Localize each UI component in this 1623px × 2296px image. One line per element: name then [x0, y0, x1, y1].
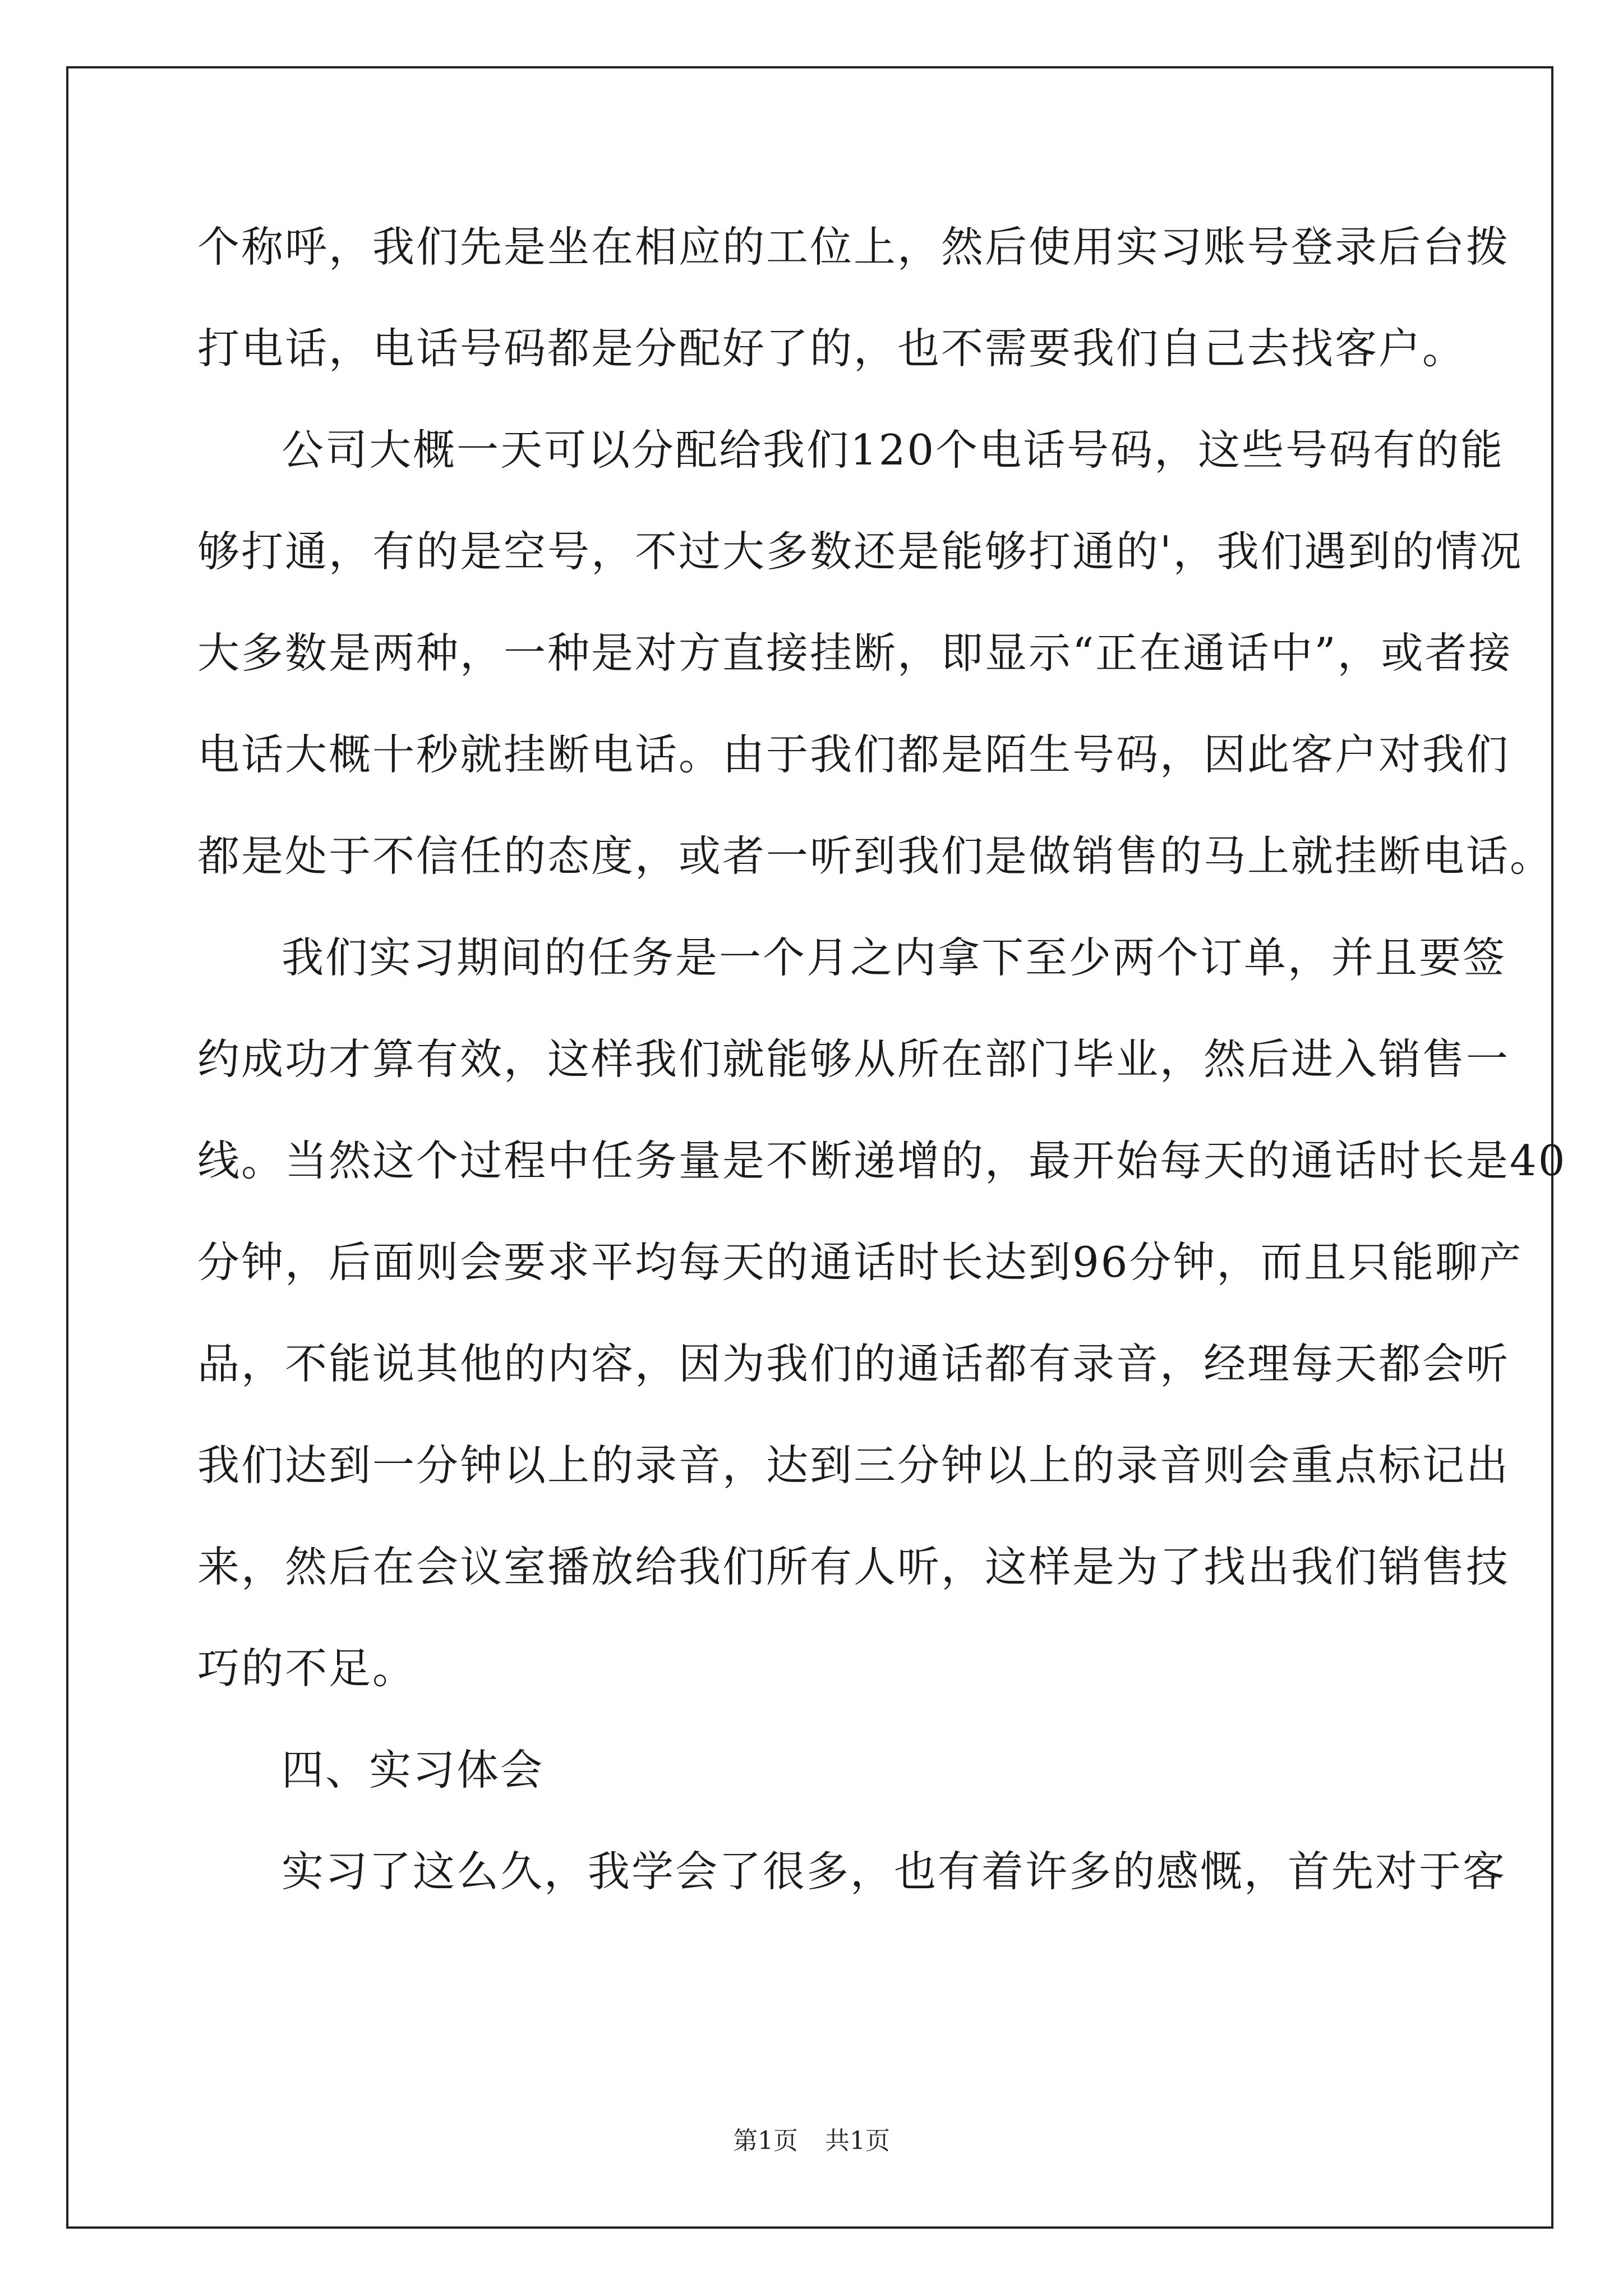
text-line: 打电话，电话号码都是分配好了的，也不需要我们自己去找客户。 — [197, 324, 1467, 373]
text-line: 我们实习期间的任务是一个月之内拿下至少两个订单，并且要签 — [282, 933, 1507, 982]
page-total: 共1页 — [825, 2127, 890, 2155]
text-line: 公司大概一天可以分配给我们120个电话号码，这些号码有的能 — [282, 425, 1505, 475]
text-line: 分钟，后面则会要求平均每天的通话时长达到96分钟，而且只能聊产 — [197, 1237, 1523, 1287]
page-footer — [0, 2120, 1623, 2156]
text-line: 品，不能说其他的内容，因为我们的通话都有录音，经理每天都会听 — [197, 1339, 1510, 1388]
text-line: 实习了这么久，我学会了很多，也有着许多的感慨，首先对于客 — [282, 1847, 1507, 1896]
section-heading: 四、实习体会 — [282, 1745, 545, 1795]
text-line: 线。当然这个过程中任务量是不断递增的，最开始每天的通话时长是40 — [197, 1136, 1567, 1185]
text-line: 电话大概十秒就挂断电话。由于我们都是陌生号码，因此客户对我们 — [197, 730, 1510, 779]
text-line: 够打通，有的是空号，不过大多数还是能够打通的'，我们遇到的情况 — [197, 527, 1523, 576]
page-number: 第1页 — [733, 2127, 798, 2155]
text-line: 我们达到一分钟以上的录音，达到三分钟以上的录音则会重点标记出 — [197, 1441, 1510, 1490]
text-line: 都是处于不信任的态度，或者一听到我们是做销售的马上就挂断电话。 — [197, 831, 1554, 881]
text-line: 约成功才算有效，这样我们就能够从所在部门毕业，然后进入销售一 — [197, 1034, 1510, 1084]
document-text — [197, 196, 1567, 1922]
text-line: 个称呼，我们先是坐在相应的工位上，然后使用实习账号登录后台拨 — [197, 222, 1510, 272]
document-body — [197, 196, 1567, 1922]
text-line: 巧的不足。 — [197, 1644, 417, 1693]
text-line: 来，然后在会议室播放给我们所有人听，这样是为了找出我们销售技 — [197, 1542, 1510, 1591]
text-line: 大多数是两种，一种是对方直接挂断，即显示“正在通话中”，或者接 — [197, 628, 1513, 678]
